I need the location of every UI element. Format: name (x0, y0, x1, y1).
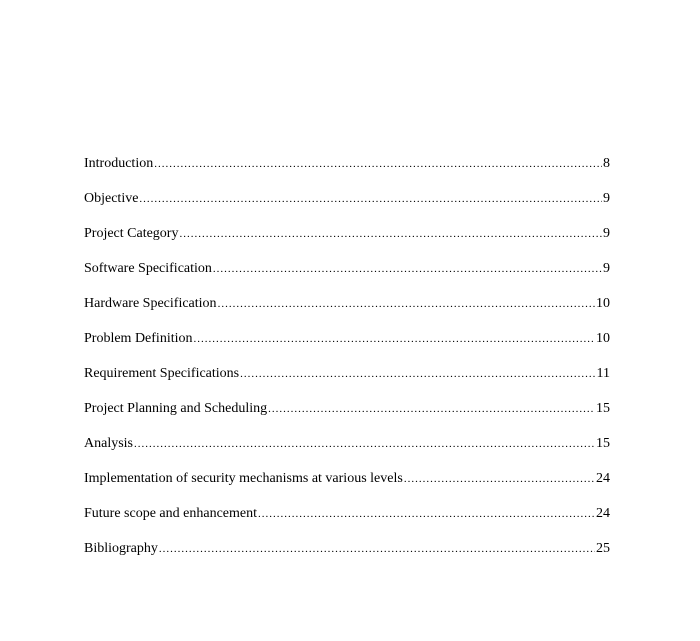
toc-entry-title: Analysis (84, 436, 133, 451)
toc-entry-title: Project Category (84, 226, 179, 241)
toc-entry-page: 10 (596, 331, 610, 346)
toc-entry-page: 25 (596, 541, 610, 556)
toc-dot-leader (179, 226, 602, 242)
toc-dot-leader (154, 156, 602, 172)
table-of-contents (84, 156, 610, 576)
toc-dot-leader (139, 191, 602, 207)
toc-entry-page: 15 (596, 401, 610, 416)
toc-entry-page: 10 (596, 296, 610, 311)
toc-entry-page: 24 (596, 471, 610, 486)
toc-entry-project-planning[interactable] (84, 401, 610, 436)
toc-entry-title: Requirement Specifications (84, 366, 240, 381)
toc-entry-requirement-specifications[interactable] (84, 366, 610, 401)
toc-dot-leader (404, 471, 595, 487)
toc-dot-leader (218, 296, 595, 312)
toc-entry-bibliography[interactable] (84, 541, 610, 576)
toc-dot-leader (213, 261, 602, 277)
toc-entry-title: Future scope and enhancement (84, 506, 257, 521)
toc-entry-page: 9 (603, 261, 610, 276)
toc-dot-leader (134, 436, 595, 452)
toc-entry-title: Implementation of security mechanisms at various levels (84, 471, 403, 486)
toc-entry-title: Bibliography (84, 541, 158, 556)
toc-dot-leader (159, 541, 595, 557)
toc-entry-analysis[interactable] (84, 436, 610, 471)
toc-entry-title: Project Planning and Scheduling (84, 401, 268, 416)
toc-entry-title: Hardware Specification (84, 296, 217, 311)
toc-entry-title: Problem Definition (84, 331, 193, 346)
toc-entry-project-category[interactable] (84, 226, 610, 261)
toc-entry-page: 9 (603, 226, 610, 241)
toc-dot-leader (258, 506, 595, 522)
toc-entry-software-specification[interactable] (84, 261, 610, 296)
toc-entry-title: Software Specification (84, 261, 212, 276)
toc-entry-title: Objective (84, 191, 139, 206)
toc-entry-page: 11 (596, 366, 610, 381)
toc-entry-title: Introduction (84, 156, 154, 171)
toc-dot-leader (240, 366, 595, 382)
toc-entry-page: 15 (596, 436, 610, 451)
toc-entry-page: 9 (603, 191, 610, 206)
toc-dot-leader (268, 401, 595, 417)
toc-entry-hardware-specification[interactable] (84, 296, 610, 331)
toc-entry-page: 24 (596, 506, 610, 521)
toc-entry-page: 8 (603, 156, 610, 171)
toc-entry-objective[interactable] (84, 191, 610, 226)
toc-entry-introduction[interactable] (84, 156, 610, 191)
toc-dot-leader (194, 331, 596, 347)
toc-entry-problem-definition[interactable] (84, 331, 610, 366)
toc-entry-implementation-security[interactable] (84, 471, 610, 506)
toc-entry-future-scope[interactable] (84, 506, 610, 541)
